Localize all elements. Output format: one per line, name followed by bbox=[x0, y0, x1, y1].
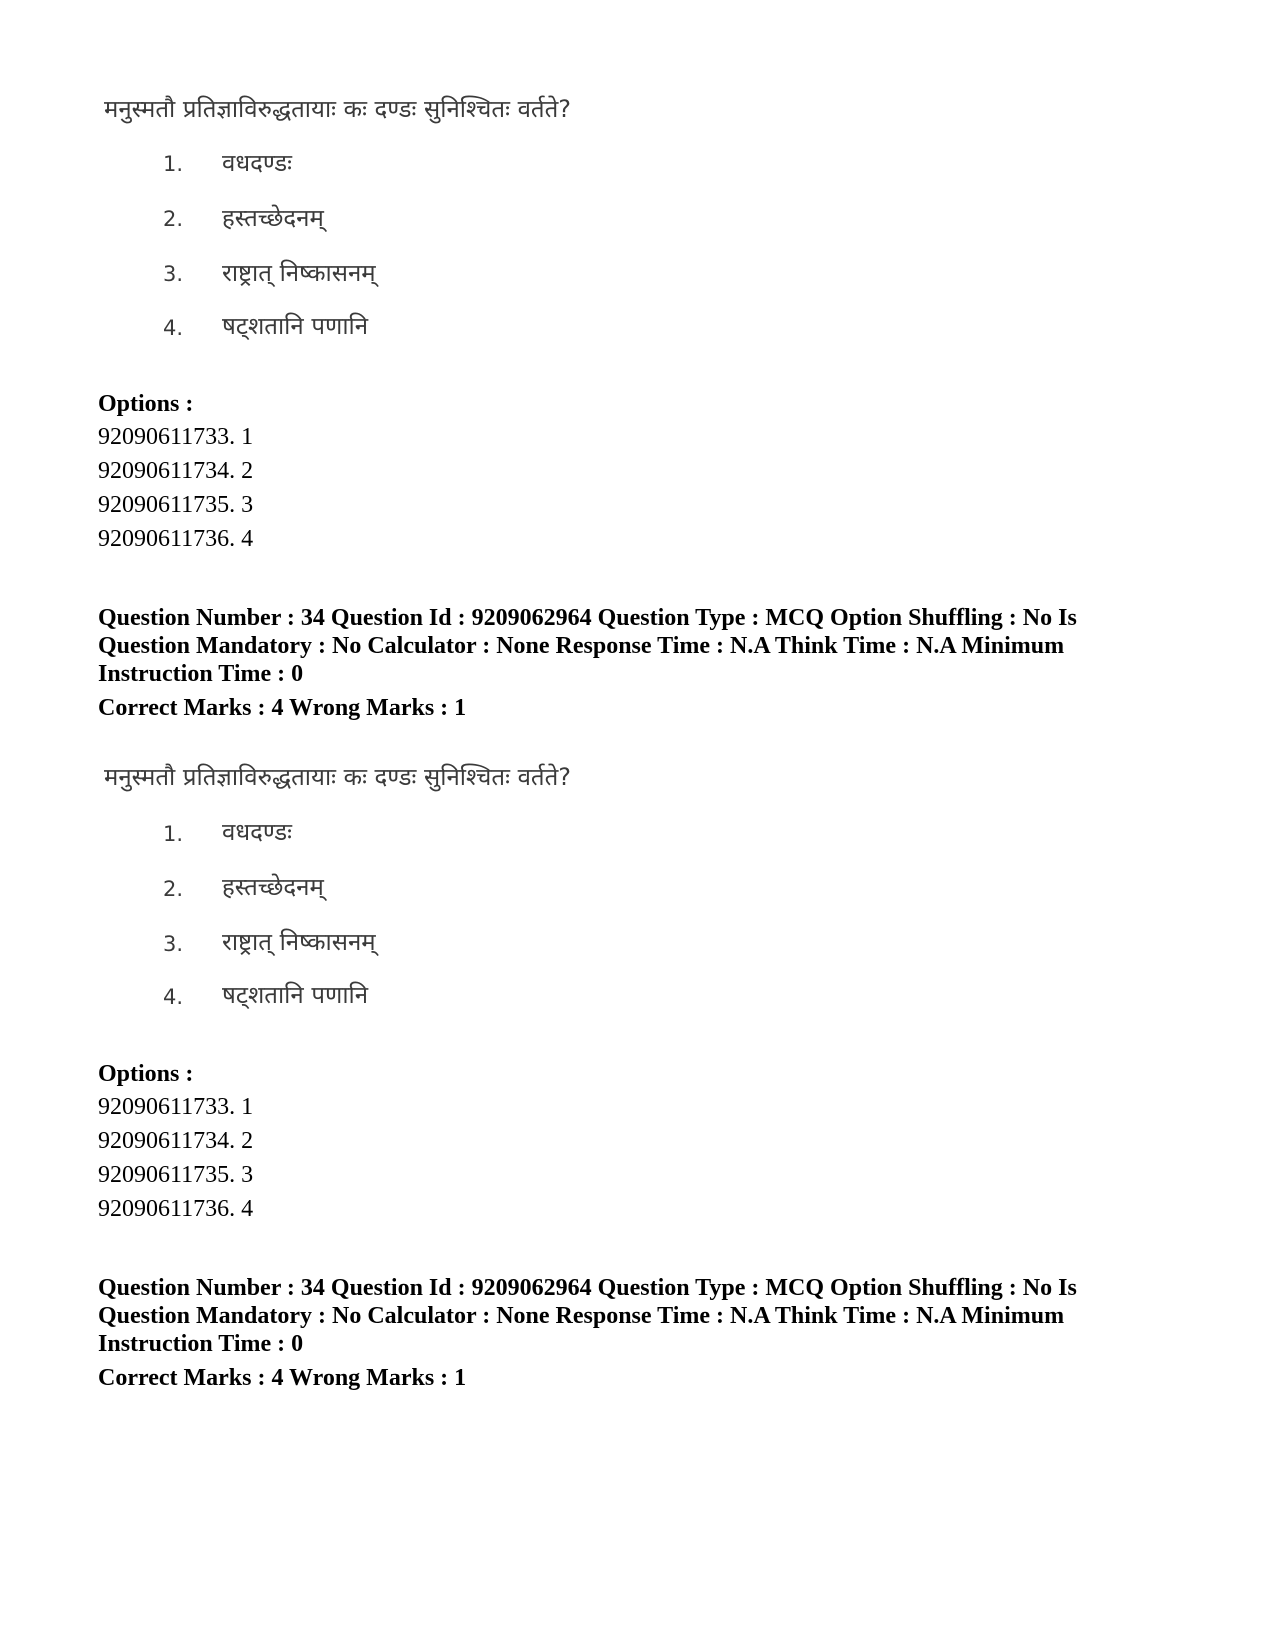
options-label: Options : bbox=[98, 1061, 194, 1087]
option-line: 92090611733. 1 bbox=[98, 424, 254, 450]
choice-text: षट्शतानि पणानि bbox=[222, 312, 369, 340]
choice-text: राष्ट्रात् निष्कासनम् bbox=[222, 928, 376, 956]
option-line: 92090611734. 2 bbox=[98, 458, 254, 484]
choice-number: 1. bbox=[163, 152, 184, 176]
question-meta-line: Instruction Time : 0 bbox=[98, 661, 304, 687]
marks-line: Correct Marks : 4 Wrong Marks : 1 bbox=[98, 1365, 467, 1391]
question-stem: मनुस्मतौ प्रतिज्ञाविरुद्धतायाः कः दण्डः सुनिश्चितः वर्तते? bbox=[104, 763, 572, 791]
question-meta-line: Question Mandatory : No Calculator : None Response Time : N.A Think Time : N.A Minimum bbox=[98, 633, 1065, 659]
option-line: 92090611736. 4 bbox=[98, 526, 254, 552]
choice-number: 2. bbox=[163, 877, 184, 901]
options-label: Options : bbox=[98, 391, 194, 417]
choice-text: राष्ट्रात् निष्कासनम् bbox=[222, 259, 376, 287]
choice-text: षट्शतानि पणानि bbox=[222, 981, 369, 1009]
choice-text: हस्तच्छेदनम् bbox=[222, 873, 324, 901]
question-meta-line: Question Number : 34 Question Id : 9209062964 Question Type : MCQ Option Shuffling : No Is bbox=[98, 1275, 1077, 1301]
choice-number: 3. bbox=[163, 932, 184, 956]
option-line: 92090611734. 2 bbox=[98, 1128, 254, 1154]
choice-text: हस्तच्छेदनम् bbox=[222, 204, 324, 232]
choice-text: वधदण्डः bbox=[222, 149, 292, 177]
option-line: 92090611733. 1 bbox=[98, 1094, 254, 1120]
choice-number: 4. bbox=[163, 985, 184, 1009]
choice-number: 2. bbox=[163, 207, 184, 231]
question-meta-line: Question Mandatory : No Calculator : None Response Time : N.A Think Time : N.A Minimum bbox=[98, 1303, 1065, 1329]
question-meta-line: Question Number : 34 Question Id : 9209062964 Question Type : MCQ Option Shuffling : No Is bbox=[98, 605, 1077, 631]
marks-line: Correct Marks : 4 Wrong Marks : 1 bbox=[98, 695, 467, 721]
choice-text: वधदण्डः bbox=[222, 818, 292, 846]
choice-number: 1. bbox=[163, 822, 184, 846]
choice-number: 4. bbox=[163, 316, 184, 340]
option-line: 92090611735. 3 bbox=[98, 492, 254, 518]
option-line: 92090611735. 3 bbox=[98, 1162, 254, 1188]
question-meta-line: Instruction Time : 0 bbox=[98, 1331, 304, 1357]
choice-number: 3. bbox=[163, 262, 184, 286]
question-stem: मनुस्मतौ प्रतिज्ञाविरुद्धतायाः कः दण्डः सुनिश्चितः वर्तते? bbox=[104, 95, 572, 123]
option-line: 92090611736. 4 bbox=[98, 1196, 254, 1222]
